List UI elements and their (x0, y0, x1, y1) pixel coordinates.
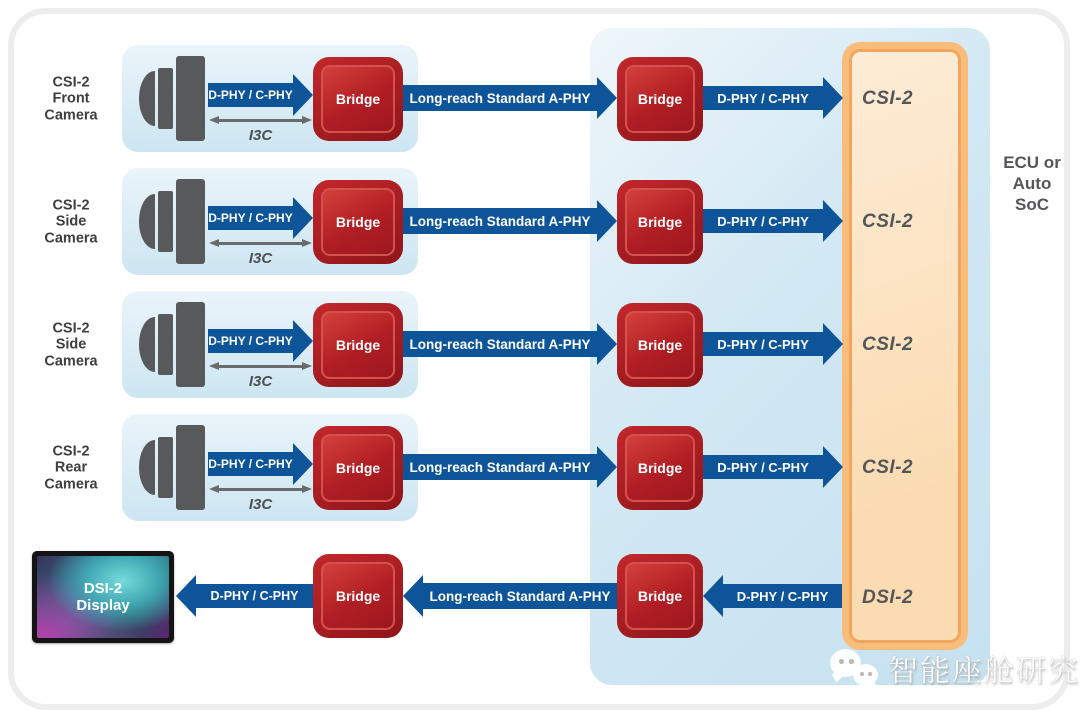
bridge-label: Bridge (637, 91, 683, 107)
soc-port-label: DSI-2 (862, 587, 914, 609)
soc-label-line: Auto (1012, 174, 1052, 193)
label-line: Rear (54, 459, 88, 476)
camera-sensor-icon (176, 56, 205, 141)
soc-port-label: CSI-2 (862, 210, 914, 232)
dphy-cphy-arrow (723, 584, 842, 608)
display-label-line: DSI-2 (83, 580, 123, 597)
bridge-chip-serializer (617, 554, 703, 638)
soc-port-label: CSI-2 (862, 333, 914, 355)
aphy-link-label: Long-reach Standard A-PHY (409, 336, 591, 352)
i3c-line (215, 119, 306, 122)
dphy-cphy-arrow (703, 332, 823, 356)
dphy-cphy-arrow (208, 206, 293, 230)
dphy-cphy-label: D-PHY / C-PHY (717, 90, 809, 106)
label-line: Camera (44, 352, 98, 369)
watermark (828, 646, 1080, 690)
i3c-line (215, 488, 306, 491)
dphy-cphy-arrow (703, 455, 823, 479)
i3c-label: I3C (248, 127, 273, 144)
bridge-label: Bridge (637, 214, 683, 230)
bridge-chip-inner (625, 562, 695, 630)
label-line: Front (52, 90, 90, 107)
bridge-label: Bridge (335, 91, 381, 107)
label-line: Camera (44, 106, 98, 123)
camera-body-icon (158, 191, 173, 252)
label-line: Camera (44, 475, 98, 492)
camera-row-side-1 (0, 168, 1080, 275)
aphy-link-label: Long-reach Standard A-PHY (429, 588, 611, 604)
dphy-cphy-label: D-PHY / C-PHY (208, 334, 293, 348)
i3c-label: I3C (248, 373, 273, 390)
bubble-eye (860, 672, 864, 676)
label-line: Side (55, 336, 87, 353)
dphy-cphy-label: D-PHY / C-PHY (736, 588, 829, 604)
soc-port-label: CSI-2 (862, 87, 914, 109)
bridge-chip-serializer (313, 426, 403, 510)
camera-row-front (0, 45, 1080, 152)
camera-sensor-icon (176, 425, 205, 510)
camera-sensor-icon (176, 302, 205, 387)
bridge-chip-inner (321, 311, 395, 379)
bridge-label: Bridge (335, 588, 381, 604)
label-line: Camera (44, 229, 98, 246)
camera-row-label (22, 74, 120, 124)
bridge-label: Bridge (637, 460, 683, 476)
bridge-chip-deserializer (617, 180, 703, 264)
label-line: Side (55, 213, 87, 230)
bridge-label: Bridge (637, 588, 683, 604)
dphy-cphy-label: D-PHY / C-PHY (717, 213, 809, 229)
bridge-chip-inner (625, 434, 695, 502)
soc-label-line: ECU or (1003, 153, 1061, 172)
dphy-cphy-label: D-PHY / C-PHY (717, 336, 809, 352)
camera-row-label (22, 197, 120, 247)
camera-row-rear (0, 414, 1080, 521)
dphy-cphy-label: D-PHY / C-PHY (208, 211, 293, 225)
bridge-chip-inner (321, 562, 395, 630)
aphy-link-arrow (403, 454, 597, 480)
i3c-label: I3C (248, 496, 273, 513)
bridge-chip-inner (625, 65, 695, 133)
watermark-text: 智能座舱研究 (888, 655, 1080, 688)
bridge-chip-inner (625, 311, 695, 379)
bridge-chip-inner (321, 65, 395, 133)
bridge-chip-deserializer (617, 426, 703, 510)
label-line: CSI-2 (52, 319, 90, 336)
label-line: CSI-2 (52, 196, 90, 213)
bridge-label: Bridge (335, 460, 381, 476)
bridge-label: Bridge (335, 337, 381, 353)
aphy-link-label: Long-reach Standard A-PHY (409, 90, 591, 106)
i3c-line (215, 242, 306, 245)
camera-row-side-2 (0, 291, 1080, 398)
bridge-chip-inner (321, 434, 395, 502)
dphy-cphy-arrow (208, 329, 293, 353)
dphy-cphy-arrow (703, 86, 823, 110)
aphy-link-arrow (403, 208, 597, 234)
camera-row-label (22, 320, 120, 370)
bridge-chip-deserializer (313, 554, 403, 638)
aphy-link-label: Long-reach Standard A-PHY (409, 213, 591, 229)
dphy-cphy-arrow (208, 83, 293, 107)
dphy-cphy-label: D-PHY / C-PHY (717, 459, 809, 475)
i3c-double-arrow (209, 116, 312, 125)
bubble-eye (839, 659, 844, 664)
bridge-chip-inner (321, 188, 395, 256)
camera-body-icon (158, 68, 173, 129)
bridge-label: Bridge (637, 337, 683, 353)
wechat-icon (828, 646, 882, 690)
bubble-eye (868, 672, 872, 676)
label-line: CSI-2 (52, 73, 90, 90)
i3c-double-arrow (209, 485, 312, 494)
display-screen (37, 556, 169, 638)
i3c-line (215, 365, 306, 368)
bridge-chip-deserializer (617, 57, 703, 141)
bridge-label: Bridge (335, 214, 381, 230)
camera-body-icon (158, 437, 173, 498)
camera-body-icon (158, 314, 173, 375)
dphy-cphy-arrow (196, 584, 313, 608)
i3c-double-arrow (209, 362, 312, 371)
i3c-label: I3C (248, 250, 273, 267)
camera-sensor-icon (176, 179, 205, 264)
dphy-cphy-arrow (208, 452, 293, 476)
soc-port-label: CSI-2 (862, 456, 914, 478)
dphy-cphy-label: D-PHY / C-PHY (210, 589, 299, 603)
dphy-cphy-arrow (703, 209, 823, 233)
display-row (0, 542, 1080, 650)
soc-label-line: SoC (1015, 195, 1049, 214)
aphy-link-arrow (403, 85, 597, 111)
dphy-cphy-label: D-PHY / C-PHY (208, 88, 293, 102)
bridge-chip-serializer (313, 180, 403, 264)
bridge-chip-serializer (313, 57, 403, 141)
chat-bubble-small (853, 664, 878, 686)
label-line: CSI-2 (52, 442, 90, 459)
display-monitor (32, 551, 174, 643)
bridge-chip-serializer (313, 303, 403, 387)
bridge-chip-inner (625, 188, 695, 256)
dphy-cphy-label: D-PHY / C-PHY (208, 457, 293, 471)
i3c-double-arrow (209, 239, 312, 248)
bridge-chip-deserializer (617, 303, 703, 387)
display-label-line: Display (76, 597, 130, 614)
aphy-link-arrow (423, 583, 617, 609)
camera-row-label (22, 443, 120, 493)
bubble-eye (849, 659, 854, 664)
aphy-link-arrow (403, 331, 597, 357)
aphy-link-label: Long-reach Standard A-PHY (409, 459, 591, 475)
